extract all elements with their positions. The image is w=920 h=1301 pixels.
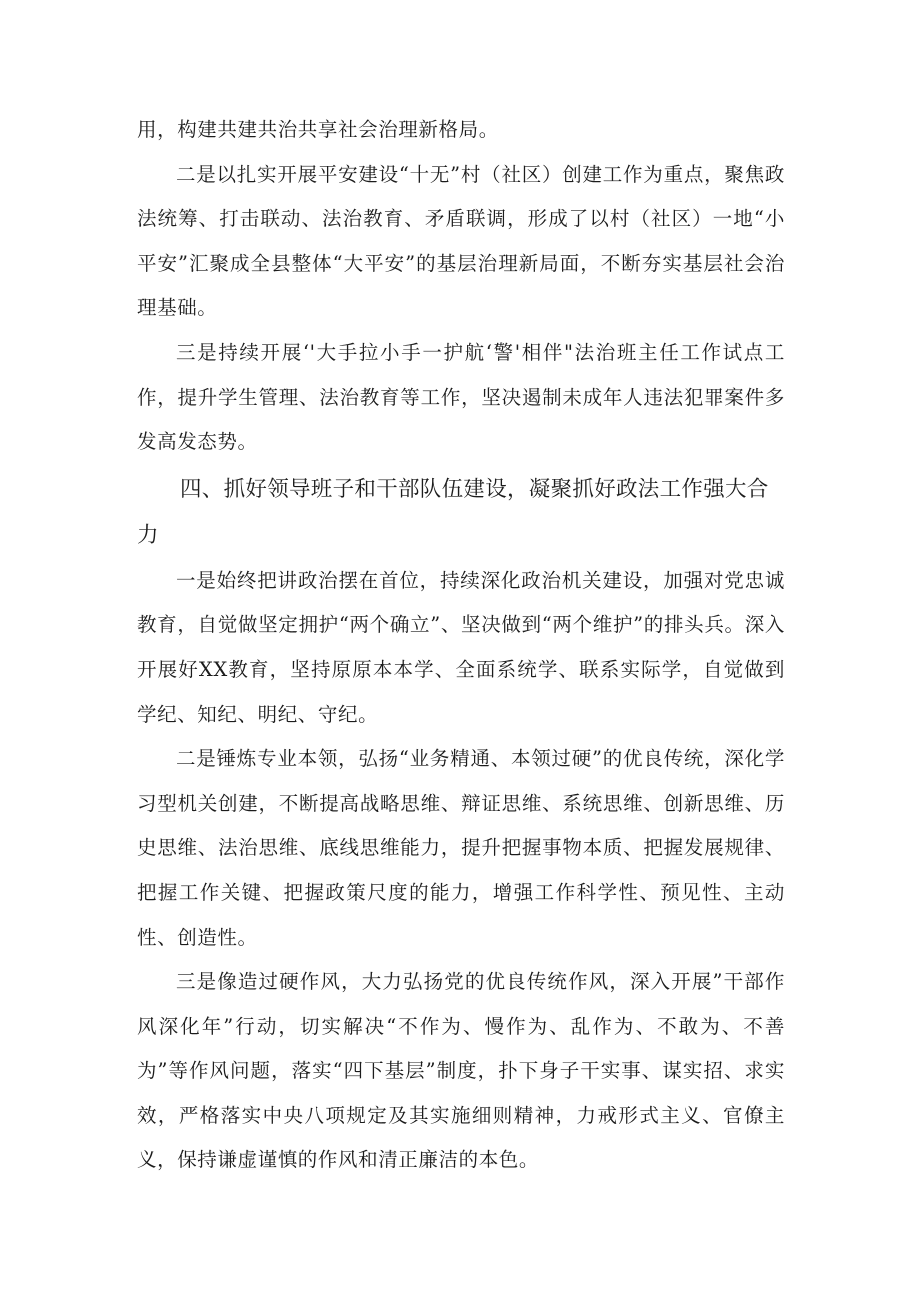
paragraph-item-one: 一是始终把讲政治摆在首位，持续深化政治机关建设，加强对党忠诚教育，自觉做坚定拥护“两个确立”、坚决做到“两个维护”的排头兵。深入开展好XX教育，坚持原原本本学、全面系统学、联系实际学，自觉做到学纪、知纪、明纪、守纪。: [137, 568, 785, 726]
paragraph-continuation: 用，构建共建共治共享社会治理新格局。: [137, 118, 499, 141]
section-heading-four: 四、抓好领导班子和干部队伍建设，凝聚抓好政法工作强大合力: [137, 476, 769, 548]
paragraph-item-three: 三是持续开展‘'大手拉小手一护航‘警'相伴"法治班主任工作试点工作，提升学生管理、法治教育等工作，坚决遏制未成年人违法犯罪案件多发高发态势。: [137, 340, 785, 454]
paragraph-item-two: 二是以扎实开展平安建设“十无”村（社区）创建工作为重点，聚焦政法统筹、打击联动、法治教育、矛盾联调，形成了以村（社区）一地“小平安”汇聚成全县整体“大平安”的基层治理新局面，不断夯实基层社会治理基础。: [137, 162, 785, 320]
paragraph-item-two: 二是锤炼专业本领，弘扬“业务精通、本领过硬”的优良传统，深化学习型机关创建，不断提高战略思维、辩证思维、系统思维、创新思维、历史思维、法治思维、底线思维能力，提升把握事物本质、把握发展规律、把握工作关键、把握政策尺度的能力，增强工作科学性、预见性、主动性、创造性。: [137, 747, 785, 949]
document-body: [137, 108, 785, 1183]
paragraph-item-three: 三是像造过硬作风，大力弘扬党的优良传统作风，深入开展”干部作风深化年”行动，切实解决“不作为、慢作为、乱作为、不敢为、不善为”等作风问题，落实“四下基层”制度，扑下身子干实事、谋实招、求实效，严格落实中央八项规定及其实施细则精神，力戒形式主义、官僚主义，保持谦虚谨慎的作风和清正廉洁的本色。: [137, 970, 785, 1172]
